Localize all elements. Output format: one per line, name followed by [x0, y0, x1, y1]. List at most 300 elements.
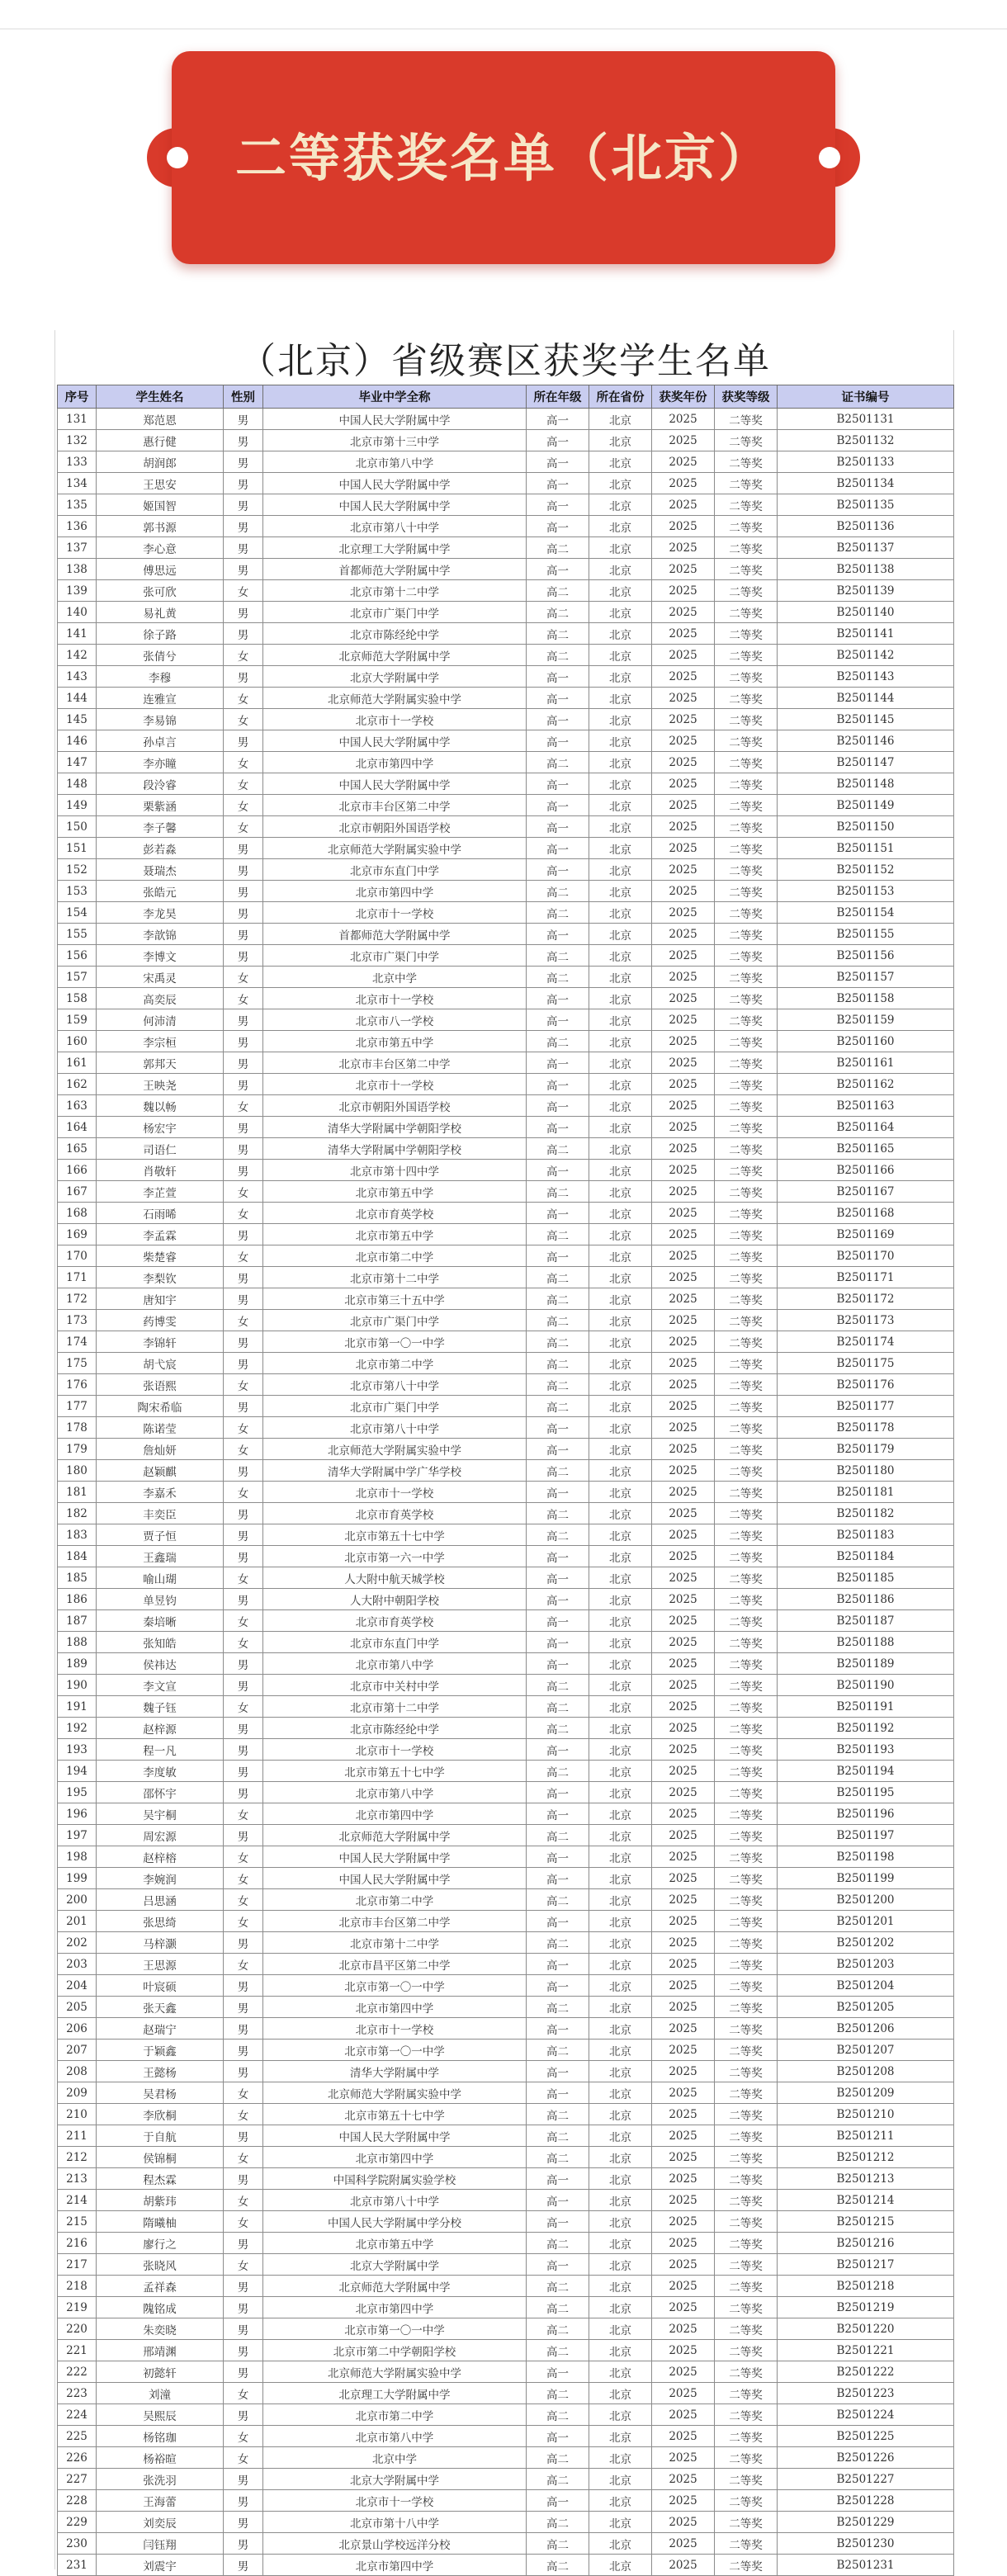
cell-grade: 高二 — [527, 1997, 589, 2018]
cell-school: 北京市广渠门中学 — [263, 1396, 527, 1417]
cell-province: 北京 — [589, 1653, 652, 1675]
cell-province: 北京 — [589, 2490, 652, 2512]
cell-award: 二等奖 — [715, 1932, 778, 1954]
cell-award: 二等奖 — [715, 1224, 778, 1245]
cell-school: 清华大学附属中学广华学校 — [263, 1460, 527, 1482]
cell-province: 北京 — [589, 1696, 652, 1718]
cell-school: 北京中学 — [263, 2447, 527, 2469]
cell-index: 174 — [58, 1331, 97, 1353]
cell-name: 石雨晞 — [97, 1203, 224, 1224]
cell-index: 165 — [58, 1138, 97, 1160]
cell-index: 151 — [58, 838, 97, 859]
cell-grade: 高二 — [527, 881, 589, 902]
cell-index: 166 — [58, 1160, 97, 1181]
cell-gender: 男 — [224, 730, 263, 752]
cell-index: 207 — [58, 2040, 97, 2061]
cell-grade: 高二 — [527, 2318, 589, 2340]
cell-index: 225 — [58, 2426, 97, 2447]
cell-year: 2025 — [652, 559, 715, 580]
cell-name: 李心意 — [97, 537, 224, 559]
cell-school: 北京市中关村中学 — [263, 1675, 527, 1696]
cell-school: 北京市第三十五中学 — [263, 1288, 527, 1310]
cell-year: 2025 — [652, 2533, 715, 2555]
cell-year: 2025 — [652, 1868, 715, 1889]
cell-province: 北京 — [589, 924, 652, 945]
table-row — [58, 537, 954, 559]
cell-award: 二等奖 — [715, 2190, 778, 2211]
cell-gender: 女 — [224, 816, 263, 838]
cell-grade: 高二 — [527, 1138, 589, 1160]
table-row — [58, 2318, 954, 2340]
cell-name: 柴楚睿 — [97, 1245, 224, 1267]
cell-gender: 女 — [224, 2147, 263, 2168]
cell-year: 2025 — [652, 1031, 715, 1052]
cell-year: 2025 — [652, 1954, 715, 1975]
cell-year: 2025 — [652, 2082, 715, 2104]
sheet-title: （北京）省级赛区获奖学生名单 — [239, 340, 771, 382]
cell-name: 连雅宣 — [97, 688, 224, 709]
cell-index: 178 — [58, 1417, 97, 1439]
cell-grade: 高二 — [527, 1718, 589, 1739]
cell-gender: 男 — [224, 2040, 263, 2061]
cell-index: 213 — [58, 2168, 97, 2190]
cell-grade: 高一 — [527, 2168, 589, 2190]
cell-index: 131 — [58, 409, 97, 430]
cell-gender: 男 — [224, 1160, 263, 1181]
cell-name: 于自航 — [97, 2125, 224, 2147]
cell-gender: 男 — [224, 1503, 263, 1524]
cell-certificate: B2501231 — [778, 2555, 954, 2576]
cell-grade: 高一 — [527, 666, 589, 688]
cell-year: 2025 — [652, 1095, 715, 1117]
cell-year: 2025 — [652, 988, 715, 1009]
cell-year: 2025 — [652, 2190, 715, 2211]
cell-certificate: B2501214 — [778, 2190, 954, 2211]
cell-award: 二等奖 — [715, 1331, 778, 1353]
cell-grade: 高二 — [527, 1267, 589, 1288]
cell-index: 145 — [58, 709, 97, 730]
cell-certificate: B2501223 — [778, 2383, 954, 2404]
cell-province: 北京 — [589, 967, 652, 988]
table-row — [58, 2147, 954, 2168]
cell-name: 李婉润 — [97, 1868, 224, 1889]
cell-province: 北京 — [589, 2447, 652, 2469]
cell-province: 北京 — [589, 1353, 652, 1374]
cell-school: 北京市第五中学 — [263, 1031, 527, 1052]
cell-certificate: B2501144 — [778, 688, 954, 709]
cell-year: 2025 — [652, 2490, 715, 2512]
cell-name: 药博雯 — [97, 1310, 224, 1331]
cell-index: 150 — [58, 816, 97, 838]
cell-school: 北京市第八中学 — [263, 1653, 527, 1675]
cell-name: 叶宸硕 — [97, 1975, 224, 1997]
cell-index: 172 — [58, 1288, 97, 1310]
cell-name: 侯锦桐 — [97, 2147, 224, 2168]
cell-award: 二等奖 — [715, 1417, 778, 1439]
cell-year: 2025 — [652, 1439, 715, 1460]
cell-index: 176 — [58, 1374, 97, 1396]
table-row — [58, 2361, 954, 2383]
cell-year: 2025 — [652, 1203, 715, 1224]
cell-grade: 高二 — [527, 1374, 589, 1396]
cell-school: 中国人民大学附属中学 — [263, 409, 527, 430]
cell-certificate: B2501189 — [778, 1653, 954, 1675]
cell-gender: 男 — [224, 537, 263, 559]
cell-certificate: B2501203 — [778, 1954, 954, 1975]
table-row — [58, 752, 954, 773]
cell-province: 北京 — [589, 559, 652, 580]
cell-name: 郭邦天 — [97, 1052, 224, 1074]
cell-gender: 男 — [224, 1653, 263, 1675]
col-header-name: 学生姓名 — [97, 385, 224, 409]
cell-grade: 高二 — [527, 1675, 589, 1696]
cell-year: 2025 — [652, 645, 715, 666]
cell-year: 2025 — [652, 602, 715, 623]
table-row — [58, 666, 954, 688]
cell-school: 北京市育英学校 — [263, 1610, 527, 1632]
cell-gender: 女 — [224, 1632, 263, 1653]
cell-year: 2025 — [652, 945, 715, 967]
cell-year: 2025 — [652, 1825, 715, 1846]
cell-year: 2025 — [652, 1803, 715, 1825]
cell-year: 2025 — [652, 2276, 715, 2297]
cell-year: 2025 — [652, 1074, 715, 1095]
cell-province: 北京 — [589, 1267, 652, 1288]
cell-certificate: B2501180 — [778, 1460, 954, 1482]
cell-province: 北京 — [589, 1782, 652, 1803]
cell-school: 中国人民大学附属中学分校 — [263, 2211, 527, 2233]
cell-year: 2025 — [652, 1224, 715, 1245]
cell-school: 北京师范大学附属实验中学 — [263, 2082, 527, 2104]
cell-province: 北京 — [589, 1503, 652, 1524]
cell-year: 2025 — [652, 2447, 715, 2469]
cell-province: 北京 — [589, 409, 652, 430]
table-row — [58, 1696, 954, 1718]
cell-gender: 男 — [224, 1138, 263, 1160]
cell-index: 152 — [58, 859, 97, 881]
cell-grade: 高二 — [527, 2512, 589, 2533]
table-row — [58, 1975, 954, 1997]
cell-school: 北京市八一学校 — [263, 1009, 527, 1031]
cell-grade: 高一 — [527, 1546, 589, 1567]
cell-grade: 高一 — [527, 559, 589, 580]
cell-gender: 男 — [224, 666, 263, 688]
cell-certificate: B2501134 — [778, 473, 954, 494]
cell-award: 二等奖 — [715, 1117, 778, 1138]
cell-award: 二等奖 — [715, 1524, 778, 1546]
cell-award: 二等奖 — [715, 1803, 778, 1825]
cell-certificate: B2501133 — [778, 451, 954, 473]
cell-award: 二等奖 — [715, 1889, 778, 1911]
cell-certificate: B2501139 — [778, 580, 954, 602]
cell-index: 175 — [58, 1353, 97, 1374]
cell-certificate: B2501146 — [778, 730, 954, 752]
table-row — [58, 1138, 954, 1160]
cell-province: 北京 — [589, 2104, 652, 2125]
cell-province: 北京 — [589, 430, 652, 451]
cell-certificate: B2501166 — [778, 1160, 954, 1181]
cell-grade: 高一 — [527, 1782, 589, 1803]
cell-year: 2025 — [652, 2512, 715, 2533]
cell-index: 155 — [58, 924, 97, 945]
cell-grade: 高一 — [527, 1417, 589, 1439]
cell-name: 惠行健 — [97, 430, 224, 451]
cell-gender: 男 — [224, 2297, 263, 2318]
cell-name: 王思源 — [97, 1954, 224, 1975]
cell-grade: 高二 — [527, 2104, 589, 2125]
cell-province: 北京 — [589, 2404, 652, 2426]
cell-award: 二等奖 — [715, 1160, 778, 1181]
cell-name: 李博文 — [97, 945, 224, 967]
cell-gender: 男 — [224, 2061, 263, 2082]
cell-certificate: B2501194 — [778, 1761, 954, 1782]
cell-name: 王映尧 — [97, 1074, 224, 1095]
cell-name: 侯祎达 — [97, 1653, 224, 1675]
cell-index: 202 — [58, 1932, 97, 1954]
cell-index: 193 — [58, 1739, 97, 1761]
table-row — [58, 623, 954, 645]
cell-gender: 男 — [224, 1825, 263, 1846]
cell-school: 北京理工大学附属中学 — [263, 537, 527, 559]
cell-award: 二等奖 — [715, 859, 778, 881]
cell-province: 北京 — [589, 1846, 652, 1868]
cell-province: 北京 — [589, 2318, 652, 2340]
cell-grade: 高二 — [527, 902, 589, 924]
cell-province: 北京 — [589, 773, 652, 795]
cell-gender: 男 — [224, 1460, 263, 1482]
cell-school: 北京市第十二中学 — [263, 1267, 527, 1288]
cell-province: 北京 — [589, 902, 652, 924]
cell-year: 2025 — [652, 2018, 715, 2040]
table-row — [58, 1353, 954, 1374]
table-row — [58, 1031, 954, 1052]
cell-certificate: B2501182 — [778, 1503, 954, 1524]
cell-award: 二等奖 — [715, 1396, 778, 1417]
cell-award: 二等奖 — [715, 2404, 778, 2426]
cell-award: 二等奖 — [715, 1954, 778, 1975]
cell-certificate: B2501199 — [778, 1868, 954, 1889]
cell-year: 2025 — [652, 1911, 715, 1932]
cell-name: 徐子路 — [97, 623, 224, 645]
cell-province: 北京 — [589, 1975, 652, 1997]
cell-award: 二等奖 — [715, 1095, 778, 1117]
cell-province: 北京 — [589, 1889, 652, 1911]
cell-index: 197 — [58, 1825, 97, 1846]
table-row — [58, 2082, 954, 2104]
cell-index: 204 — [58, 1975, 97, 1997]
cell-index: 139 — [58, 580, 97, 602]
cell-gender: 女 — [224, 1696, 263, 1718]
cell-school: 北京市十一学校 — [263, 902, 527, 924]
cell-index: 186 — [58, 1589, 97, 1610]
cell-index: 185 — [58, 1567, 97, 1589]
cell-province: 北京 — [589, 1245, 652, 1267]
cell-grade: 高二 — [527, 1503, 589, 1524]
cell-name: 魏以畅 — [97, 1095, 224, 1117]
cell-gender: 男 — [224, 1782, 263, 1803]
cell-year: 2025 — [652, 1181, 715, 1203]
cell-gender: 男 — [224, 1031, 263, 1052]
cell-name: 张知皓 — [97, 1632, 224, 1653]
cell-year: 2025 — [652, 2404, 715, 2426]
cell-award: 二等奖 — [715, 1288, 778, 1310]
cell-award: 二等奖 — [715, 1245, 778, 1267]
cell-index: 182 — [58, 1503, 97, 1524]
cell-province: 北京 — [589, 2040, 652, 2061]
cell-award: 二等奖 — [715, 773, 778, 795]
table-row — [58, 409, 954, 430]
cell-province: 北京 — [589, 1632, 652, 1653]
table-row — [58, 1181, 954, 1203]
cell-school: 北京市十一学校 — [263, 2490, 527, 2512]
cell-year: 2025 — [652, 1288, 715, 1310]
cell-year: 2025 — [652, 1696, 715, 1718]
banner-hole-right — [819, 147, 840, 168]
cell-name: 张洗羽 — [97, 2469, 224, 2490]
cell-certificate: B2501152 — [778, 859, 954, 881]
cell-award: 二等奖 — [715, 1353, 778, 1374]
cell-certificate: B2501159 — [778, 1009, 954, 1031]
cell-certificate: B2501219 — [778, 2297, 954, 2318]
table-row — [58, 1009, 954, 1031]
cell-province: 北京 — [589, 1932, 652, 1954]
table-row — [58, 1439, 954, 1460]
table-row — [58, 881, 954, 902]
cell-year: 2025 — [652, 2211, 715, 2233]
cell-index: 158 — [58, 988, 97, 1009]
cell-gender: 女 — [224, 967, 263, 988]
table-header-row — [58, 385, 954, 409]
cell-school: 北京市第五中学 — [263, 1224, 527, 1245]
cell-year: 2025 — [652, 730, 715, 752]
cell-certificate: B2501145 — [778, 709, 954, 730]
cell-grade: 高一 — [527, 773, 589, 795]
cell-province: 北京 — [589, 602, 652, 623]
cell-name: 李嘉禾 — [97, 1482, 224, 1503]
cell-name: 张天鑫 — [97, 1997, 224, 2018]
cell-award: 二等奖 — [715, 1825, 778, 1846]
cell-year: 2025 — [652, 1310, 715, 1331]
table-row — [58, 859, 954, 881]
cell-grade: 高一 — [527, 795, 589, 816]
table-row — [58, 2426, 954, 2447]
cell-index: 135 — [58, 494, 97, 516]
cell-name: 张倩兮 — [97, 645, 224, 666]
cell-name: 李芷萱 — [97, 1181, 224, 1203]
cell-province: 北京 — [589, 537, 652, 559]
cell-year: 2025 — [652, 2297, 715, 2318]
cell-index: 203 — [58, 1954, 97, 1975]
cell-school: 中国科学院附属实验学校 — [263, 2168, 527, 2190]
table-row — [58, 1052, 954, 1074]
cell-award: 二等奖 — [715, 881, 778, 902]
cell-province: 北京 — [589, 2018, 652, 2040]
cell-award: 二等奖 — [715, 602, 778, 623]
table-row — [58, 967, 954, 988]
cell-school: 清华大学附属中学 — [263, 2061, 527, 2082]
cell-name: 宋禹灵 — [97, 967, 224, 988]
cell-province: 北京 — [589, 730, 652, 752]
cell-award: 二等奖 — [715, 1761, 778, 1782]
cell-province: 北京 — [589, 494, 652, 516]
cell-grade: 高二 — [527, 967, 589, 988]
table-row — [58, 2104, 954, 2125]
cell-gender: 男 — [224, 2018, 263, 2040]
cell-province: 北京 — [589, 1331, 652, 1353]
cell-grade: 高二 — [527, 2297, 589, 2318]
table-row — [58, 2233, 954, 2254]
cell-year: 2025 — [652, 2040, 715, 2061]
table-row — [58, 1589, 954, 1610]
cell-province: 北京 — [589, 1761, 652, 1782]
cell-year: 2025 — [652, 1889, 715, 1911]
cell-grade: 高一 — [527, 1482, 589, 1503]
table-row — [58, 2040, 954, 2061]
cell-gender: 男 — [224, 1718, 263, 1739]
table-row — [58, 988, 954, 1009]
cell-name: 李穆 — [97, 666, 224, 688]
cell-name: 马梓灏 — [97, 1932, 224, 1954]
cell-gender: 男 — [224, 2276, 263, 2297]
cell-award: 二等奖 — [715, 430, 778, 451]
cell-award: 二等奖 — [715, 1374, 778, 1396]
cell-name: 张晓风 — [97, 2254, 224, 2276]
cell-award: 二等奖 — [715, 945, 778, 967]
cell-grade: 高一 — [527, 859, 589, 881]
cell-gender: 男 — [224, 623, 263, 645]
cell-certificate: B2501132 — [778, 430, 954, 451]
cell-grade: 高一 — [527, 688, 589, 709]
cell-grade: 高二 — [527, 2276, 589, 2297]
cell-name: 易礼黄 — [97, 602, 224, 623]
cell-year: 2025 — [652, 1138, 715, 1160]
table-row — [58, 1846, 954, 1868]
cell-grade: 高一 — [527, 1846, 589, 1868]
cell-index: 146 — [58, 730, 97, 752]
cell-grade: 高一 — [527, 2254, 589, 2276]
cell-school: 北京市朝阳外国语学校 — [263, 1095, 527, 1117]
cell-index: 230 — [58, 2533, 97, 2555]
cell-award: 二等奖 — [715, 2040, 778, 2061]
table-row — [58, 451, 954, 473]
cell-province: 北京 — [589, 2061, 652, 2082]
cell-school: 北京市十一学校 — [263, 2018, 527, 2040]
cell-grade: 高一 — [527, 2211, 589, 2233]
cell-name: 王懿杨 — [97, 2061, 224, 2082]
award-table — [57, 385, 954, 2576]
cell-year: 2025 — [652, 859, 715, 881]
cell-province: 北京 — [589, 473, 652, 494]
cell-school: 清华大学附属中学朝阳学校 — [263, 1117, 527, 1138]
cell-grade: 高一 — [527, 2490, 589, 2512]
cell-award: 二等奖 — [715, 838, 778, 859]
cell-gender: 女 — [224, 1181, 263, 1203]
table-row — [58, 924, 954, 945]
cell-grade: 高一 — [527, 1803, 589, 1825]
cell-school: 北京市丰台区第二中学 — [263, 1052, 527, 1074]
cell-gender: 男 — [224, 859, 263, 881]
cell-province: 北京 — [589, 451, 652, 473]
table-row — [58, 945, 954, 967]
table-row — [58, 1374, 954, 1396]
cell-province: 北京 — [589, 2125, 652, 2147]
cell-certificate: B2501197 — [778, 1825, 954, 1846]
cell-name: 廖行之 — [97, 2233, 224, 2254]
table-row — [58, 2555, 954, 2576]
table-row — [58, 1567, 954, 1589]
cell-province: 北京 — [589, 1138, 652, 1160]
table-row — [58, 1803, 954, 1825]
